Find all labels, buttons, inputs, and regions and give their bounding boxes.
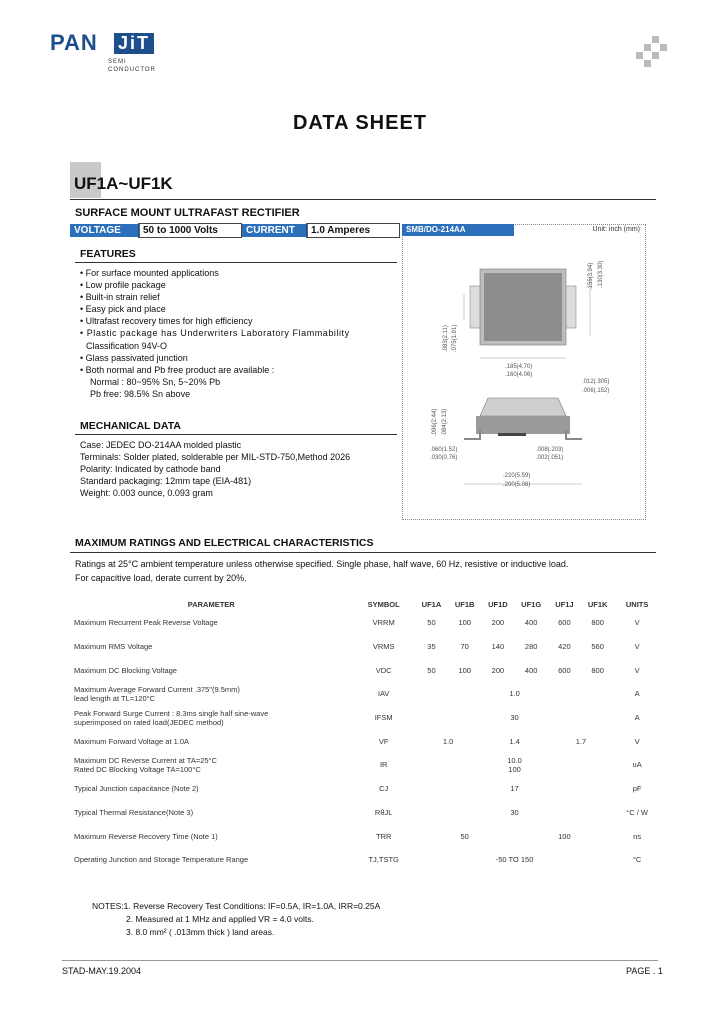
corner-decoration xyxy=(636,36,666,66)
unit-cell: °C xyxy=(632,855,642,865)
panjit-logo xyxy=(50,30,160,78)
page-title: DATA SHEET xyxy=(292,112,428,134)
value-cell: 30 xyxy=(510,713,519,723)
value-line: 10.0 xyxy=(507,755,522,765)
feature-line: • Plastic package has Underwriters Laboratory Flammability xyxy=(80,328,350,339)
symbol-cell: VF xyxy=(378,736,389,746)
symbol-cell: TRR xyxy=(375,831,392,841)
logo-pan-text: PAN xyxy=(50,30,98,55)
divider xyxy=(70,552,656,553)
value-cell: 560 xyxy=(591,642,604,652)
feature-line: • Easy pick and place xyxy=(80,304,166,315)
param-cell: Maximum DC Blocking Voltage xyxy=(74,665,177,675)
mechanical-line: Standard packaging: 12mm tape (EIA-481) xyxy=(80,476,252,487)
unit-cell: A xyxy=(634,689,640,699)
value-cell: 600 xyxy=(558,618,571,628)
dim-label: .130(3.30) xyxy=(598,260,604,288)
col-header: PARAMETER xyxy=(187,599,235,609)
table-row xyxy=(70,729,660,753)
param-cell: Maximum Forward Voltage at 1.0A xyxy=(74,736,190,746)
col-header: UF1D xyxy=(488,599,508,609)
logo-jit-text: JiT xyxy=(114,33,154,54)
mechanical-heading: MECHANICAL DATA xyxy=(80,420,181,432)
dim-label: .084(2.13) xyxy=(442,408,448,436)
table-row xyxy=(70,848,660,872)
part-number: UF1A~UF1K xyxy=(74,174,173,193)
value-cell: 140 xyxy=(491,642,505,652)
mechanical-list xyxy=(80,439,400,499)
dim-label: .160(4.06) xyxy=(505,372,533,378)
param-cell: Operating Junction and Storage Temperature Range xyxy=(74,855,249,865)
param-line: lead length at TL=120°C xyxy=(74,693,156,703)
value-cell: 420 xyxy=(558,642,571,652)
unit-cell: ns xyxy=(633,831,642,841)
unit-cell: V xyxy=(634,618,640,628)
table-row xyxy=(70,777,660,801)
col-header: UF1J xyxy=(555,599,574,609)
features-list xyxy=(80,267,400,400)
unit-cell: V xyxy=(634,642,640,652)
feature-line: • Low profile package xyxy=(80,280,166,291)
value-cell: 50 xyxy=(427,665,436,675)
note-3: 3. 8.0 mm² ( .013mm thick ) land areas. xyxy=(126,927,275,937)
dim-label: .006(.152) xyxy=(582,388,610,394)
feature-line: • Glass passivated junction xyxy=(80,352,188,363)
value-cell: 1.0 xyxy=(442,736,454,746)
table-row xyxy=(70,611,660,635)
note-1: NOTES:1. Reverse Recovery Test Conditions: IF=0.5A, IR=1.0A, IRR=0.25A xyxy=(92,901,381,911)
value-cell: 100 xyxy=(558,831,571,841)
note-2: 2. Measured at 1 MHz and applied VR = 4.0 volts. xyxy=(126,914,314,924)
value-cell: 400 xyxy=(524,665,538,675)
page-number: PAGE . 1 xyxy=(626,966,663,976)
param-cell: Typical Junction capacitance (Note 2) xyxy=(74,784,199,794)
ratings-heading: MAXIMUM RATINGS AND ELECTRICAL CHARACTERISTICS xyxy=(75,537,374,549)
value-cell: 800 xyxy=(591,618,604,628)
dim-label: .096(2.44) xyxy=(432,408,438,436)
col-header: UNITS xyxy=(625,599,649,609)
param-cell xyxy=(70,753,353,777)
value-cell: 50 xyxy=(460,831,469,841)
unit-cell: A xyxy=(634,713,640,723)
table-row xyxy=(70,801,660,825)
divider xyxy=(75,434,397,435)
package-name: SMB/DO-214AA xyxy=(402,224,514,236)
value-cell: 17 xyxy=(510,784,519,794)
voltage-value: 50 to 1000 Volts xyxy=(138,223,242,238)
dim-label: .200(5.08) xyxy=(503,482,531,488)
param-line: superimposed on rated load(JEDEC method) xyxy=(74,717,224,727)
param-cell: Typical Thermal Resistance(Note 3) xyxy=(74,807,194,817)
symbol-cell: IFSM xyxy=(374,713,393,723)
unit-cell: pF xyxy=(632,784,642,794)
dim-label: .002(.051) xyxy=(536,455,564,461)
symbol-cell: TJ,TSTG xyxy=(368,855,399,865)
value-cell: 70 xyxy=(460,642,469,652)
param-line: Rated DC Blocking Voltage TA=100°C xyxy=(74,764,201,774)
unit-cell: uA xyxy=(632,760,642,770)
col-header: UF1G xyxy=(521,599,542,609)
footer-date: STAD-MAY.19.2004 xyxy=(62,966,142,976)
dim-label: .083(2.11) xyxy=(443,325,449,352)
dim-label: .008(.203) xyxy=(536,447,564,453)
table-row xyxy=(70,824,660,848)
value-cell: -50 TO 150 xyxy=(495,855,534,865)
value-cell: 800 xyxy=(591,665,604,675)
unit-cell: V xyxy=(634,736,640,746)
param-cell xyxy=(70,682,353,706)
dim-label: .220(5.59) xyxy=(503,473,531,479)
mechanical-line: Polarity: Indicated by cathode band xyxy=(80,464,221,475)
current-label: CURRENT xyxy=(242,224,308,237)
symbol-cell: VRRM xyxy=(372,618,395,628)
param-cell: Maximum RMS Voltage xyxy=(74,642,153,652)
symbol-cell: CJ xyxy=(379,784,389,794)
feature-line: Normal : 80~95% Sn, 5~20% Pb xyxy=(90,376,221,387)
value-cell: 400 xyxy=(524,618,538,628)
voltage-label: VOLTAGE xyxy=(70,224,140,237)
dim-label: .030(0.76) xyxy=(430,455,458,461)
mechanical-line: Case: JEDEC DO-214AA molded plastic xyxy=(80,440,242,450)
divider xyxy=(70,199,656,200)
feature-line: • Built-in strain relief xyxy=(80,292,160,303)
value-cell: 280 xyxy=(524,642,538,652)
param-line: Maximum Average Forward Current .375"(9.5mm) xyxy=(74,684,240,694)
value-cell: 35 xyxy=(427,642,436,652)
value-cell: 100 xyxy=(458,618,471,628)
value-cell: 50 xyxy=(427,618,436,628)
symbol-cell: RθJL xyxy=(374,807,393,817)
value-cell: 1.4 xyxy=(509,736,520,746)
table-row xyxy=(70,682,660,706)
package-unit: Unit: inch (mm) xyxy=(592,226,640,233)
dim-label: .155(3.94) xyxy=(588,262,594,290)
table-row xyxy=(70,658,660,682)
col-header: UF1A xyxy=(421,599,442,609)
value-cell xyxy=(415,753,614,777)
param-cell: Maximum Reverse Recovery Time (Note 1) xyxy=(74,831,218,841)
col-header: UF1B xyxy=(454,599,475,609)
mechanical-line: Terminals: Solder plated, solderable per MIL-STD-750,Method 2026 xyxy=(80,452,351,463)
features-heading: FEATURES xyxy=(80,248,136,260)
param-cell xyxy=(70,706,353,730)
table-row xyxy=(70,635,660,659)
col-header: UF1K xyxy=(587,599,608,609)
feature-line: • Both normal and Pb free product are available : xyxy=(80,364,275,375)
table-header-row xyxy=(70,597,660,611)
divider xyxy=(75,262,397,263)
feature-line: Pb free: 98.5% Sn above xyxy=(90,388,191,399)
table-row xyxy=(70,706,660,730)
param-line: Maximum DC Reverse Current at TA=25°C xyxy=(74,755,217,765)
ratings-intro-2: For capacitive load, derate current by 20%. xyxy=(75,573,247,583)
logo-sub-line2: CONDUCTOR xyxy=(108,67,156,73)
value-cell: 30 xyxy=(510,807,519,817)
unit-cell: V xyxy=(634,665,640,675)
param-cell: Maximum Recurrent Peak Reverse Voltage xyxy=(74,618,218,628)
value-cell: 200 xyxy=(491,618,505,628)
col-header: SYMBOL xyxy=(367,599,400,609)
table-row xyxy=(70,753,660,777)
dim-label: .012(.305) xyxy=(582,379,610,385)
value-cell: 1.0 xyxy=(509,689,520,699)
dim-label: .075(1.91) xyxy=(452,324,458,352)
ratings-table xyxy=(70,597,660,872)
value-cell: 100 xyxy=(458,665,471,675)
value-cell: 200 xyxy=(491,665,505,675)
product-subtitle: SURFACE MOUNT ULTRAFAST RECTIFIER xyxy=(75,207,300,219)
dim-label: .060(1.52) xyxy=(430,447,458,453)
footer-divider xyxy=(62,960,658,961)
logo-sub-line1: SEMI xyxy=(108,59,127,65)
symbol-cell: IR xyxy=(379,760,388,770)
value-cell: 1.7 xyxy=(575,736,587,746)
dim-label: .185(4.70) xyxy=(505,364,533,370)
param-line: Peak Forward Surge Current : 8.3ms single half sine-wave xyxy=(74,708,269,718)
unit-cell: °C / W xyxy=(626,807,648,817)
symbol-cell: IAV xyxy=(377,689,390,699)
mechanical-line: Weight: 0.003 ounce, 0.093 gram xyxy=(80,488,213,499)
value-line: 100 xyxy=(508,764,521,774)
symbol-cell: VDC xyxy=(375,665,392,675)
feature-line: • For surface mounted applications xyxy=(80,268,219,278)
feature-line: Classification 94V-O xyxy=(86,340,168,351)
ratings-intro-1: Ratings at 25°C ambient temperature unless otherwise specified. Single phase, half wave, 60 Hz, resistive or inductive load. xyxy=(75,559,569,569)
current-value: 1.0 Amperes xyxy=(306,223,400,238)
feature-line: • Ultrafast recovery times for high efficiency xyxy=(80,316,253,327)
package-header xyxy=(402,224,644,236)
value-cell: 600 xyxy=(558,665,571,675)
symbol-cell: VRMS xyxy=(372,642,395,652)
